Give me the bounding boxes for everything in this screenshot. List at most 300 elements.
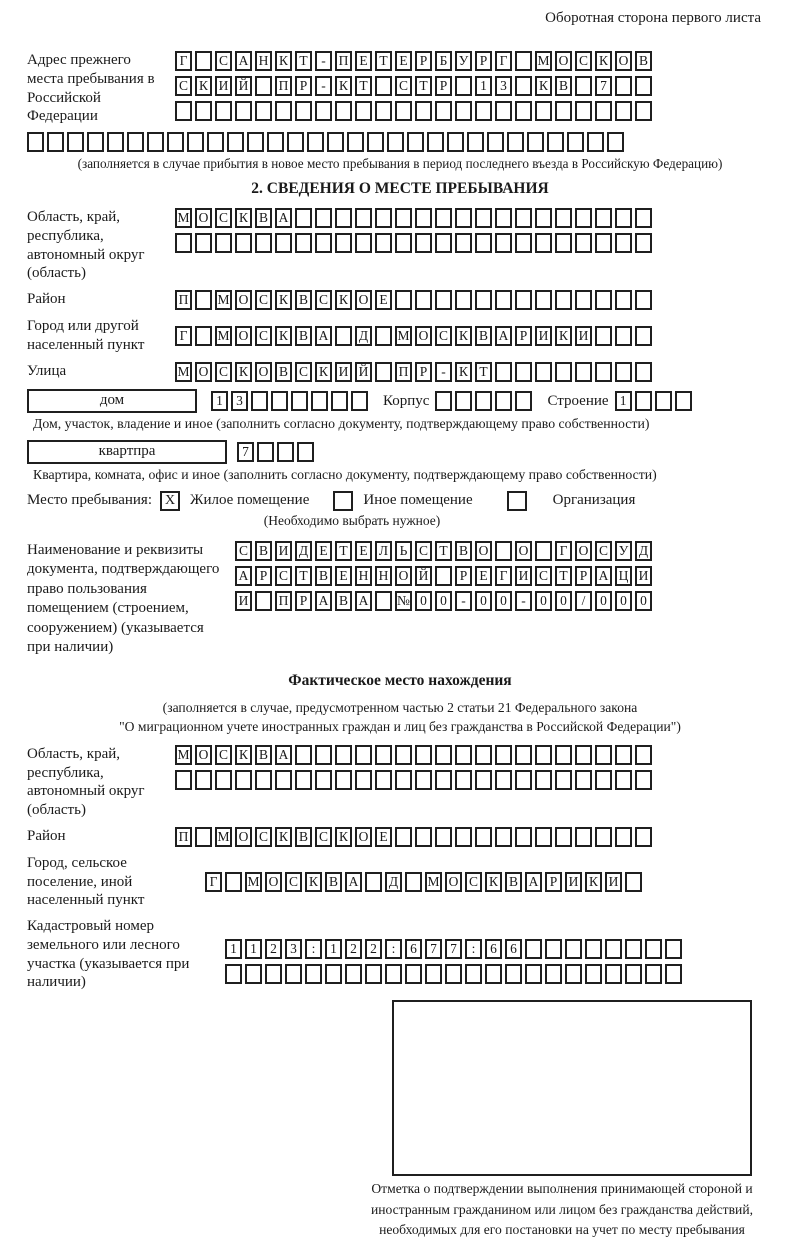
- char-cell[interactable]: Г: [495, 566, 512, 586]
- char-cell[interactable]: [595, 290, 612, 310]
- prev-address-row-2[interactable]: [175, 76, 655, 96]
- char-cell[interactable]: [595, 101, 612, 121]
- char-cell[interactable]: Р: [295, 591, 312, 611]
- char-cell[interactable]: 6: [505, 939, 522, 959]
- char-cell[interactable]: Т: [555, 566, 572, 586]
- char-cell[interactable]: [335, 233, 352, 253]
- char-cell[interactable]: [315, 101, 332, 121]
- char-cell[interactable]: [455, 745, 472, 765]
- char-cell[interactable]: [655, 391, 672, 411]
- char-cell[interactable]: [251, 391, 268, 411]
- char-cell[interactable]: [555, 290, 572, 310]
- char-cell[interactable]: П: [335, 51, 352, 71]
- char-cell[interactable]: [455, 208, 472, 228]
- char-cell[interactable]: [335, 770, 352, 790]
- char-cell[interactable]: М: [175, 745, 192, 765]
- char-cell[interactable]: С: [285, 872, 302, 892]
- char-cell[interactable]: [525, 939, 542, 959]
- char-cell[interactable]: К: [335, 76, 352, 96]
- char-cell[interactable]: [295, 208, 312, 228]
- char-cell[interactable]: К: [585, 872, 602, 892]
- char-cell[interactable]: [595, 233, 612, 253]
- char-cell[interactable]: П: [275, 591, 292, 611]
- char-cell[interactable]: [495, 208, 512, 228]
- char-cell[interactable]: [291, 391, 308, 411]
- char-cell[interactable]: [635, 233, 652, 253]
- char-cell[interactable]: Р: [255, 566, 272, 586]
- char-cell[interactable]: [615, 76, 632, 96]
- char-cell[interactable]: [435, 745, 452, 765]
- char-cell[interactable]: [395, 770, 412, 790]
- char-cell[interactable]: 0: [535, 591, 552, 611]
- char-cell[interactable]: Т: [335, 541, 352, 561]
- char-cell[interactable]: О: [555, 51, 572, 71]
- char-cell[interactable]: [625, 964, 642, 984]
- char-cell[interactable]: [305, 964, 322, 984]
- char-cell[interactable]: [255, 233, 272, 253]
- char-cell[interactable]: В: [255, 745, 272, 765]
- char-cell[interactable]: К: [485, 872, 502, 892]
- fact-gorod-row[interactable]: [205, 872, 645, 892]
- char-cell[interactable]: [235, 233, 252, 253]
- char-cell[interactable]: М: [245, 872, 262, 892]
- char-cell[interactable]: [147, 132, 164, 152]
- char-cell[interactable]: [395, 101, 412, 121]
- prev-address-row-4[interactable]: [27, 132, 773, 152]
- char-cell[interactable]: М: [215, 290, 232, 310]
- char-cell[interactable]: [345, 964, 362, 984]
- char-cell[interactable]: :: [385, 939, 402, 959]
- char-cell[interactable]: Р: [455, 566, 472, 586]
- char-cell[interactable]: Ь: [395, 541, 412, 561]
- char-cell[interactable]: [287, 132, 304, 152]
- char-cell[interactable]: [415, 745, 432, 765]
- char-cell[interactable]: О: [515, 541, 532, 561]
- char-cell[interactable]: [225, 964, 242, 984]
- char-cell[interactable]: Р: [295, 76, 312, 96]
- char-cell[interactable]: А: [275, 745, 292, 765]
- char-cell[interactable]: С: [315, 827, 332, 847]
- char-cell[interactable]: [435, 101, 452, 121]
- char-cell[interactable]: В: [455, 541, 472, 561]
- char-cell[interactable]: Г: [495, 51, 512, 71]
- char-cell[interactable]: [555, 101, 572, 121]
- korpus-cells[interactable]: [435, 391, 535, 411]
- char-cell[interactable]: [195, 770, 212, 790]
- char-cell[interactable]: В: [255, 541, 272, 561]
- char-cell[interactable]: 2: [345, 939, 362, 959]
- char-cell[interactable]: [195, 326, 212, 346]
- char-cell[interactable]: [215, 101, 232, 121]
- char-cell[interactable]: [375, 770, 392, 790]
- char-cell[interactable]: [535, 827, 552, 847]
- char-cell[interactable]: К: [275, 290, 292, 310]
- char-cell[interactable]: [595, 208, 612, 228]
- char-cell[interactable]: Б: [435, 51, 452, 71]
- char-cell[interactable]: [351, 391, 368, 411]
- char-cell[interactable]: О: [255, 362, 272, 382]
- char-cell[interactable]: А: [275, 208, 292, 228]
- char-cell[interactable]: В: [335, 591, 352, 611]
- char-cell[interactable]: [331, 391, 348, 411]
- char-cell[interactable]: И: [515, 566, 532, 586]
- char-cell[interactable]: [585, 939, 602, 959]
- char-cell[interactable]: 7: [237, 442, 254, 462]
- char-cell[interactable]: 1: [245, 939, 262, 959]
- char-cell[interactable]: О: [475, 541, 492, 561]
- char-cell[interactable]: В: [255, 208, 272, 228]
- checkbox-organizatsiya[interactable]: [507, 491, 527, 511]
- char-cell[interactable]: [595, 745, 612, 765]
- char-cell[interactable]: [635, 391, 652, 411]
- char-cell[interactable]: Р: [545, 872, 562, 892]
- char-cell[interactable]: И: [335, 362, 352, 382]
- char-cell[interactable]: [255, 76, 272, 96]
- char-cell[interactable]: [495, 101, 512, 121]
- fact-oblast-row-2[interactable]: [175, 770, 655, 790]
- char-cell[interactable]: [575, 290, 592, 310]
- char-cell[interactable]: [395, 233, 412, 253]
- char-cell[interactable]: [335, 208, 352, 228]
- char-cell[interactable]: [615, 208, 632, 228]
- char-cell[interactable]: [515, 208, 532, 228]
- char-cell[interactable]: [555, 827, 572, 847]
- char-cell[interactable]: [515, 101, 532, 121]
- char-cell[interactable]: 0: [595, 591, 612, 611]
- char-cell[interactable]: Г: [555, 541, 572, 561]
- char-cell[interactable]: [475, 290, 492, 310]
- char-cell[interactable]: [615, 745, 632, 765]
- char-cell[interactable]: [595, 362, 612, 382]
- char-cell[interactable]: [575, 101, 592, 121]
- char-cell[interactable]: [415, 827, 432, 847]
- char-cell[interactable]: [355, 770, 372, 790]
- char-cell[interactable]: О: [235, 326, 252, 346]
- char-cell[interactable]: [257, 442, 274, 462]
- char-cell[interactable]: [195, 827, 212, 847]
- char-cell[interactable]: [605, 939, 622, 959]
- char-cell[interactable]: К: [595, 51, 612, 71]
- char-cell[interactable]: [615, 101, 632, 121]
- char-cell[interactable]: [535, 208, 552, 228]
- char-cell[interactable]: [515, 362, 532, 382]
- char-cell[interactable]: [315, 233, 332, 253]
- char-cell[interactable]: [67, 132, 84, 152]
- char-cell[interactable]: [395, 208, 412, 228]
- char-cell[interactable]: [547, 132, 564, 152]
- char-cell[interactable]: [405, 872, 422, 892]
- char-cell[interactable]: [435, 770, 452, 790]
- char-cell[interactable]: [475, 101, 492, 121]
- document-row-3[interactable]: [235, 591, 655, 611]
- char-cell[interactable]: Р: [575, 566, 592, 586]
- char-cell[interactable]: /: [575, 591, 592, 611]
- char-cell[interactable]: М: [215, 326, 232, 346]
- char-cell[interactable]: [311, 391, 328, 411]
- kvartira-cells[interactable]: [237, 442, 317, 462]
- char-cell[interactable]: [675, 391, 692, 411]
- char-cell[interactable]: [615, 362, 632, 382]
- char-cell[interactable]: [325, 964, 342, 984]
- kadastr-row-2[interactable]: [225, 964, 685, 984]
- char-cell[interactable]: М: [425, 872, 442, 892]
- char-cell[interactable]: Е: [355, 541, 372, 561]
- prev-address-row-3[interactable]: [175, 101, 655, 121]
- char-cell[interactable]: И: [575, 326, 592, 346]
- char-cell[interactable]: [235, 770, 252, 790]
- char-cell[interactable]: [427, 132, 444, 152]
- char-cell[interactable]: Т: [415, 76, 432, 96]
- char-cell[interactable]: [635, 745, 652, 765]
- char-cell[interactable]: П: [395, 362, 412, 382]
- char-cell[interactable]: Т: [435, 541, 452, 561]
- char-cell[interactable]: [307, 132, 324, 152]
- char-cell[interactable]: [495, 391, 512, 411]
- char-cell[interactable]: И: [275, 541, 292, 561]
- char-cell[interactable]: Е: [355, 51, 372, 71]
- char-cell[interactable]: И: [215, 76, 232, 96]
- oblast-row-2[interactable]: [175, 233, 655, 253]
- char-cell[interactable]: О: [195, 362, 212, 382]
- char-cell[interactable]: П: [275, 76, 292, 96]
- char-cell[interactable]: 3: [231, 391, 248, 411]
- char-cell[interactable]: А: [235, 566, 252, 586]
- char-cell[interactable]: [167, 132, 184, 152]
- char-cell[interactable]: Н: [355, 566, 372, 586]
- char-cell[interactable]: С: [275, 566, 292, 586]
- char-cell[interactable]: 0: [435, 591, 452, 611]
- char-cell[interactable]: [515, 51, 532, 71]
- char-cell[interactable]: [445, 964, 462, 984]
- char-cell[interactable]: М: [175, 208, 192, 228]
- char-cell[interactable]: [455, 233, 472, 253]
- char-cell[interactable]: [495, 541, 512, 561]
- char-cell[interactable]: С: [215, 362, 232, 382]
- char-cell[interactable]: [27, 132, 44, 152]
- char-cell[interactable]: [555, 770, 572, 790]
- char-cell[interactable]: К: [335, 290, 352, 310]
- char-cell[interactable]: [447, 132, 464, 152]
- char-cell[interactable]: С: [435, 326, 452, 346]
- char-cell[interactable]: [235, 101, 252, 121]
- char-cell[interactable]: Й: [415, 566, 432, 586]
- char-cell[interactable]: С: [295, 362, 312, 382]
- char-cell[interactable]: Е: [375, 290, 392, 310]
- char-cell[interactable]: [645, 964, 662, 984]
- char-cell[interactable]: [375, 326, 392, 346]
- char-cell[interactable]: Г: [205, 872, 222, 892]
- char-cell[interactable]: [585, 964, 602, 984]
- char-cell[interactable]: [515, 827, 532, 847]
- char-cell[interactable]: К: [235, 745, 252, 765]
- char-cell[interactable]: А: [315, 326, 332, 346]
- char-cell[interactable]: [535, 745, 552, 765]
- char-cell[interactable]: [525, 964, 542, 984]
- char-cell[interactable]: Р: [435, 76, 452, 96]
- char-cell[interactable]: [395, 745, 412, 765]
- char-cell[interactable]: К: [305, 872, 322, 892]
- char-cell[interactable]: Т: [295, 51, 312, 71]
- char-cell[interactable]: А: [235, 51, 252, 71]
- char-cell[interactable]: 3: [495, 76, 512, 96]
- char-cell[interactable]: [495, 745, 512, 765]
- char-cell[interactable]: [527, 132, 544, 152]
- char-cell[interactable]: Р: [415, 362, 432, 382]
- char-cell[interactable]: [315, 745, 332, 765]
- char-cell[interactable]: [187, 132, 204, 152]
- char-cell[interactable]: [665, 939, 682, 959]
- document-row-1[interactable]: [235, 541, 655, 561]
- oblast-row-1[interactable]: [175, 208, 655, 228]
- char-cell[interactable]: [555, 208, 572, 228]
- char-cell[interactable]: [607, 132, 624, 152]
- kvartira-box[interactable]: квартпра: [27, 440, 227, 464]
- char-cell[interactable]: Г: [175, 326, 192, 346]
- char-cell[interactable]: [665, 964, 682, 984]
- char-cell[interactable]: [295, 770, 312, 790]
- kadastr-row-1[interactable]: [225, 939, 685, 959]
- char-cell[interactable]: 7: [595, 76, 612, 96]
- char-cell[interactable]: Г: [175, 51, 192, 71]
- char-cell[interactable]: П: [175, 290, 192, 310]
- char-cell[interactable]: :: [465, 939, 482, 959]
- char-cell[interactable]: [565, 939, 582, 959]
- char-cell[interactable]: [515, 745, 532, 765]
- char-cell[interactable]: [635, 76, 652, 96]
- char-cell[interactable]: [375, 591, 392, 611]
- char-cell[interactable]: [335, 101, 352, 121]
- char-cell[interactable]: [555, 745, 572, 765]
- char-cell[interactable]: Д: [295, 541, 312, 561]
- char-cell[interactable]: [535, 101, 552, 121]
- char-cell[interactable]: С: [415, 541, 432, 561]
- char-cell[interactable]: В: [295, 326, 312, 346]
- char-cell[interactable]: К: [335, 827, 352, 847]
- char-cell[interactable]: [355, 745, 372, 765]
- char-cell[interactable]: [635, 101, 652, 121]
- fact-oblast-row-1[interactable]: [175, 745, 655, 765]
- char-cell[interactable]: О: [195, 745, 212, 765]
- char-cell[interactable]: [405, 964, 422, 984]
- char-cell[interactable]: О: [615, 51, 632, 71]
- char-cell[interactable]: [535, 770, 552, 790]
- char-cell[interactable]: К: [195, 76, 212, 96]
- char-cell[interactable]: Ц: [615, 566, 632, 586]
- char-cell[interactable]: [635, 362, 652, 382]
- char-cell[interactable]: [455, 770, 472, 790]
- char-cell[interactable]: 2: [365, 939, 382, 959]
- char-cell[interactable]: [355, 233, 372, 253]
- char-cell[interactable]: Е: [375, 827, 392, 847]
- char-cell[interactable]: [415, 233, 432, 253]
- char-cell[interactable]: [175, 233, 192, 253]
- char-cell[interactable]: [407, 132, 424, 152]
- checkbox-inoe[interactable]: [333, 491, 353, 511]
- char-cell[interactable]: [435, 290, 452, 310]
- char-cell[interactable]: И: [605, 872, 622, 892]
- char-cell[interactable]: [47, 132, 64, 152]
- char-cell[interactable]: [247, 132, 264, 152]
- char-cell[interactable]: [375, 745, 392, 765]
- char-cell[interactable]: -: [435, 362, 452, 382]
- char-cell[interactable]: С: [255, 827, 272, 847]
- char-cell[interactable]: В: [325, 872, 342, 892]
- char-cell[interactable]: [175, 101, 192, 121]
- char-cell[interactable]: [495, 362, 512, 382]
- char-cell[interactable]: В: [555, 76, 572, 96]
- char-cell[interactable]: [127, 132, 144, 152]
- char-cell[interactable]: [635, 326, 652, 346]
- char-cell[interactable]: [455, 827, 472, 847]
- char-cell[interactable]: [545, 964, 562, 984]
- char-cell[interactable]: [515, 391, 532, 411]
- char-cell[interactable]: [465, 964, 482, 984]
- char-cell[interactable]: [575, 76, 592, 96]
- char-cell[interactable]: П: [175, 827, 192, 847]
- char-cell[interactable]: [475, 391, 492, 411]
- char-cell[interactable]: [415, 208, 432, 228]
- char-cell[interactable]: К: [555, 326, 572, 346]
- char-cell[interactable]: [175, 770, 192, 790]
- prev-address-row-1[interactable]: [175, 51, 655, 71]
- char-cell[interactable]: И: [235, 591, 252, 611]
- char-cell[interactable]: С: [175, 76, 192, 96]
- char-cell[interactable]: Т: [375, 51, 392, 71]
- char-cell[interactable]: [435, 208, 452, 228]
- char-cell[interactable]: [415, 101, 432, 121]
- char-cell[interactable]: 0: [615, 591, 632, 611]
- gorod-row[interactable]: [175, 326, 655, 346]
- char-cell[interactable]: [347, 132, 364, 152]
- char-cell[interactable]: 1: [325, 939, 342, 959]
- char-cell[interactable]: 7: [425, 939, 442, 959]
- char-cell[interactable]: [87, 132, 104, 152]
- char-cell[interactable]: И: [635, 566, 652, 586]
- stroenie-cells[interactable]: [615, 391, 695, 411]
- char-cell[interactable]: В: [295, 290, 312, 310]
- char-cell[interactable]: О: [415, 326, 432, 346]
- char-cell[interactable]: Е: [335, 566, 352, 586]
- char-cell[interactable]: [375, 208, 392, 228]
- char-cell[interactable]: [207, 132, 224, 152]
- char-cell[interactable]: О: [355, 290, 372, 310]
- dom-cells[interactable]: [211, 391, 371, 411]
- char-cell[interactable]: М: [175, 362, 192, 382]
- char-cell[interactable]: [195, 290, 212, 310]
- char-cell[interactable]: С: [215, 51, 232, 71]
- char-cell[interactable]: 2: [265, 939, 282, 959]
- char-cell[interactable]: В: [505, 872, 522, 892]
- char-cell[interactable]: [365, 964, 382, 984]
- document-row-2[interactable]: [235, 566, 655, 586]
- char-cell[interactable]: [255, 591, 272, 611]
- char-cell[interactable]: 1: [475, 76, 492, 96]
- char-cell[interactable]: К: [315, 362, 332, 382]
- char-cell[interactable]: [475, 233, 492, 253]
- char-cell[interactable]: -: [315, 51, 332, 71]
- char-cell[interactable]: [535, 290, 552, 310]
- char-cell[interactable]: -: [455, 591, 472, 611]
- char-cell[interactable]: И: [565, 872, 582, 892]
- char-cell[interactable]: 6: [485, 939, 502, 959]
- char-cell[interactable]: [535, 541, 552, 561]
- char-cell[interactable]: Й: [355, 362, 372, 382]
- char-cell[interactable]: [225, 872, 242, 892]
- char-cell[interactable]: А: [355, 591, 372, 611]
- char-cell[interactable]: [455, 76, 472, 96]
- char-cell[interactable]: [625, 939, 642, 959]
- char-cell[interactable]: К: [275, 51, 292, 71]
